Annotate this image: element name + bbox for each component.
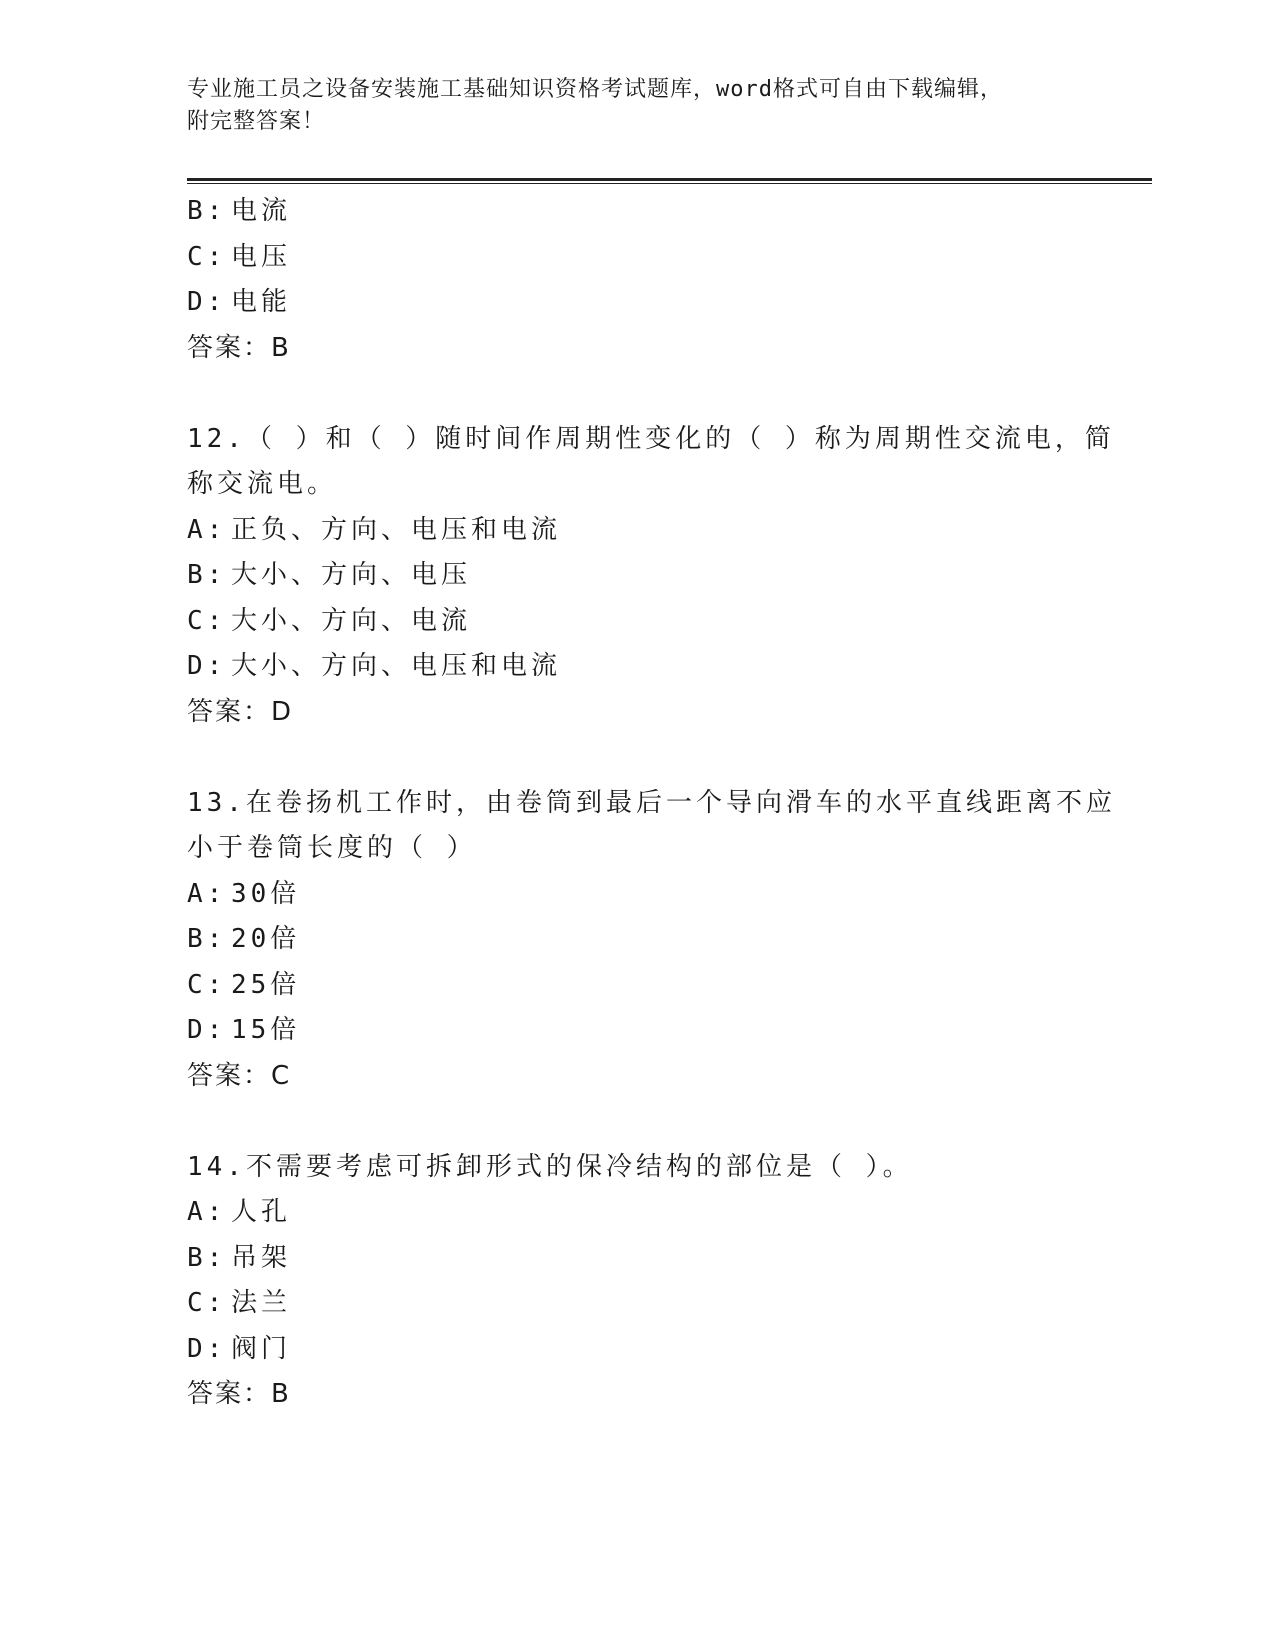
option-d: D: 15倍: [187, 1015, 301, 1045]
answer-line: 答案：C: [187, 1060, 292, 1091]
option-b: B: 吊架: [187, 1242, 292, 1273]
option-d: D: 阀门: [187, 1333, 292, 1364]
option-b: B: 20倍: [187, 924, 301, 954]
question-content: [187, 189, 1116, 1418]
question-13: [187, 781, 1116, 1100]
spacer: [187, 735, 1087, 781]
answer-line: 答案：D: [187, 696, 294, 727]
spacer: [187, 1099, 1087, 1145]
question-stem-line-2: 称交流电。: [187, 469, 338, 499]
option-b: B: 电流: [187, 196, 292, 226]
question-stem-line-1: 12.（ ）和（ ）随时间作周期性变化的（ ）称为周期性交流电，简: [187, 423, 1115, 454]
document-header: [187, 74, 1087, 138]
option-c: C: 法兰: [187, 1288, 292, 1318]
header-title-line-1: 专业施工员之设备安装施工基础知识资格考试题库，word格式可自由下载编辑，: [187, 77, 1003, 102]
option-a: A: 人孔: [187, 1197, 292, 1227]
answer-line: 答案：B: [187, 332, 291, 363]
header-divider-thin: [187, 183, 1152, 184]
spacer: [187, 371, 1087, 417]
option-d: D: 大小、方向、电压和电流: [187, 651, 562, 681]
option-b: B: 大小、方向、电压: [187, 560, 472, 590]
question-stem-line-1: 14.不需要考虑可拆卸形式的保冷结构的部位是（ ）。: [187, 1151, 913, 1182]
header-divider-thick: [187, 178, 1152, 181]
question-stem-line-2: 小于卷筒长度的（ ）: [187, 833, 477, 863]
previous-question-tail: [187, 189, 1087, 371]
question-12: [187, 417, 1115, 736]
option-c: C: 电压: [187, 241, 292, 272]
header-title-line-2: 附完整答案！: [187, 109, 326, 134]
answer-line: 答案：B: [187, 1379, 291, 1409]
option-d: D: 电能: [187, 287, 292, 317]
option-a: A: 正负、方向、电压和电流: [187, 514, 562, 545]
question-stem-line-1: 13.在卷扬机工作时，由卷筒到最后一个导向滑车的水平直线距离不应: [187, 787, 1116, 818]
option-a: A: 30倍: [187, 878, 301, 909]
question-14: [187, 1145, 1087, 1418]
option-c: C: 25倍: [187, 969, 301, 1000]
option-c: C: 大小、方向、电流: [187, 605, 472, 636]
